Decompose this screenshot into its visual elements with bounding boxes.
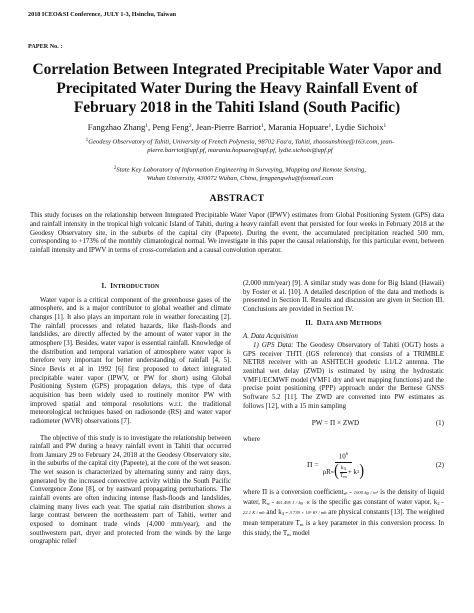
intro-paragraph-continued: (2,000 mm/year) [9]. A similar study was done for Big Island (Hawaii) by Foster et al. [10]. A detailed description of the data and methods is presented in Section II. Results and discussion are given in Section III. Conclusions are provided in Section IV.: [243, 279, 444, 313]
author-affiliation-mark: 1: [328, 123, 332, 129]
affiliation-mark: 1: [85, 138, 89, 143]
title-line-3: February 2018 in the Tahiti Island (South Pacific): [73, 99, 401, 116]
equation-2-number: (2): [435, 460, 444, 469]
k2-subscript: 2: [437, 500, 440, 506]
constants-text: where Π is a conversion coefficient,: [243, 487, 346, 496]
subsection-data-acquisition: A. Data Acquisition: [243, 332, 298, 341]
author-separator: ,: [148, 122, 153, 132]
k3-value: = 3.739 × 10⁵ K² / mb: [283, 510, 327, 516]
gps-data-text: The Geodesy Observatory of Tahiti (OGT) hosts a GPS receiver THTI (IGS reference) that consists of a TRIMBLE NETR8 receiver with an ASHTECH geodetic L1/L2 antenna. The zenithal wet delay (ZWD) is estimated by using the hydrostatic VMF1/ECMWF model (VMF1 dry and wet mapping functions) and the precise point positioning (PPP) approach under the Bernese GNSS Software 5.2 [11]. The ZWD are converted into PW estimates as follows [12], with a 15 min sampling: [243, 340, 444, 410]
equation-2-inner-fraction: [340, 465, 347, 480]
abstract-text: This study focuses on the relationship between Integrated Precipitable Water Vapor (IPWV) estimates from Global Positioning System (GPS) data and rainfall intensity in the tropical high volcanic Island of Tahiti, during a heavy rainfall event that persisted for four weeks in February 2018 at the Geodesy Observatory site, in the suburbs of the capital city (Papeete). During the event, the accumulated precipitation reached 500 mm, corresponding to +173% of the monthly climatological normal. We investigate in this paper the causal relationship, for this particular event, between rainfall intensity and IPWV in terms of cross-correlation and a causal convolution operator.: [30, 212, 444, 254]
equation-2-rho: ρR: [322, 468, 331, 476]
constants-text: is a key parameter in this conversion process. In this study, the: [243, 518, 444, 538]
intro-paragraph-1: Water vapor is a critical component of the greenhouse gases of the atmosphere, and is a major contributor to global weather and climate changes [1]. It also plays an important role in weather forecasting [2]. The rainfall processes and related hazards, like flash-floods and landslides, are directly affected by the amount of water vapor in the atmosphere [3]. Besides, water vapor is essential rainfall. Knowledge of the distribution and temporal variation of atmosphere water vapor is therefore very important for better understanding of rainfall [4, 5]. Since Bevis et al in 1992 [6] first proposed to detect integrated precipitable water vapor (IPWV, or PW for short) using Global Positioning System (GPS) propagation delays, this type of data acquisition has been widely used to routinely monitor PW with improved spatial and temporal resolutions w.r.t. the traditional meteorological techniques based on radiosonde (RS) and water vapor radiometer (WVR) observations [7].: [30, 295, 231, 425]
affiliation-2: [60, 165, 420, 184]
tm-subscript: m: [299, 521, 304, 527]
constants-text: and: [264, 508, 277, 517]
affiliation-mark: 2: [113, 166, 117, 171]
rw-subscript: w: [266, 500, 270, 506]
k3-subscript: 3: [281, 511, 284, 517]
constants-text: is the density of liquid water,: [243, 487, 444, 506]
affiliation-1: [60, 137, 420, 156]
author-affiliation-mark: 1: [261, 123, 264, 129]
paper-title: [30, 60, 444, 117]
rw-symbol: R: [261, 497, 267, 506]
left-column: [30, 279, 231, 546]
equation-1: [243, 417, 444, 429]
section-number: II.: [305, 319, 313, 327]
equation-2-k3-subscript: 3: [343, 465, 346, 471]
author-name: Marania Hopuare: [268, 122, 329, 132]
affiliation-2-line-1: State Key Laboratory of Information Engineering in Surveying, Mapping and Remote Sensing,: [116, 166, 367, 174]
right-paren-icon: ): [359, 462, 365, 481]
author-affiliation-mark: 1: [145, 123, 149, 129]
tm-symbol: T: [282, 529, 288, 538]
equation-2-tm: T: [339, 472, 344, 479]
rw-value: = 461.495 J / kg · K: [269, 499, 310, 505]
author-list: [30, 122, 444, 132]
right-column: [243, 279, 444, 540]
author-separator: ,: [331, 122, 336, 132]
author-name: Lydie Sichoix: [335, 122, 384, 132]
paper-number: PAPER No. :: [28, 43, 63, 50]
section-heading-initial: M: [349, 319, 357, 327]
equation-2-k2: + k: [347, 468, 358, 476]
author-name: Peng Feng: [152, 122, 189, 132]
left-paren-icon: (: [334, 462, 339, 481]
constants-text: are physical constants [13]. The weighted mean temperature: [243, 508, 444, 527]
author-affiliation-mark: 1: [383, 123, 387, 129]
section-number: I.: [101, 283, 107, 290]
gps-data-paragraph: [243, 341, 444, 410]
equation-2-numerator: 10: [338, 452, 346, 461]
equation-1-number: (1): [435, 418, 444, 427]
section-heading-rest: NTRODUCTION: [113, 284, 160, 290]
author-affiliation-mark: 2: [188, 123, 192, 129]
tm-subscript: m: [287, 532, 291, 538]
title-line-1: Correlation Between Integrated Precipitable Water Vapor and: [32, 61, 442, 78]
section-heading-part: ETHODS: [356, 320, 382, 327]
equation-2-rho-subscript: w: [330, 469, 335, 474]
k2-value: = 22.1 K / mb: [243, 499, 445, 516]
author-name: Fangzhao Zhang: [87, 122, 146, 132]
section-heading-initial: D: [316, 319, 322, 327]
tm-symbol: T: [295, 518, 300, 527]
affiliation-2-line-2: Wuhan University, 430072 Wuhan, China, fengpengwhu@foxmail.com: [146, 175, 334, 183]
equation-2: [243, 446, 444, 484]
constants-text: is the specific gas constant of water vapor,: [309, 497, 432, 506]
intro-paragraph-2: The objective of this study is to investigate the relationship between rainfall and PW during a heavy rainfall event in Tahiti that occurred from January 29 to February 24, 2018 at the Geodesy Observatory site, in the suburbs of the capital city (Papeete), at the core of the wet season. The wet season is characterized by alternating sunny and rainy days, generated by the increased convective activity within the South Pacific Convergence Zone [8], or by eastward propagating perturbations. The rainfall events are often inducing intense flash-floods and landslides, claiming many lives each year. The spatial rain distribution shows a large contrast between the northeastern part of Tahiti, wetter and exposed to dominant trade winds (4,000 mm/year), and the southwestern part, dryer and protected from the winds by the large orographic relief: [30, 433, 231, 546]
affiliation-1-line-2: pierre.barriot@upf.pf, marania.hopuare@upf.pf, lydie.sichoix@upf.pf: [147, 147, 333, 155]
title-line-2: Precipitated Water During the Heavy Rainfall Event of: [56, 80, 418, 97]
where-label: where: [243, 435, 260, 444]
equation-2-k3: k: [340, 464, 344, 471]
section-heading-part: ATA AND: [321, 320, 350, 327]
author-separator: ,: [191, 122, 196, 132]
equation-2-numerator-exponent: 6: [345, 450, 348, 456]
conference-header: 2018 ICEO&SI Conference, JULY 1-3, Hsinchu, Taiwan: [28, 11, 177, 18]
rho-value: ρ = 1000 kg / m³: [345, 489, 378, 495]
k3-symbol: k: [278, 508, 282, 517]
constants-text: model: [290, 529, 310, 538]
author-name: Jean-Pierre Barriot: [195, 122, 262, 132]
affiliation-1-line-1: Geodesy Observatory of Tahiti, University of French Polynesia, 98702 Faa'a, Tahiti, zhaosunshine@163.com, jean-: [88, 138, 395, 146]
constants-paragraph: [243, 488, 444, 540]
equation-2-tm-subscript: m: [343, 473, 347, 479]
author-separator: ,: [263, 122, 269, 132]
equation-2-fraction: [323, 450, 364, 480]
abstract-heading: ABSTRACT: [209, 193, 265, 204]
gps-data-title: 1) GPS Data:: [253, 340, 294, 349]
equation-1-body: PW = Π × ZWD: [311, 418, 360, 427]
section-heading-initial: I: [110, 283, 114, 290]
equation-2-lhs: Π =: [306, 459, 319, 469]
section-heading-introduction: [30, 283, 231, 292]
k2-symbol: k: [433, 497, 438, 506]
equation-2-k2-subscript: 2: [357, 469, 360, 474]
section-heading-data-methods: [243, 320, 444, 329]
